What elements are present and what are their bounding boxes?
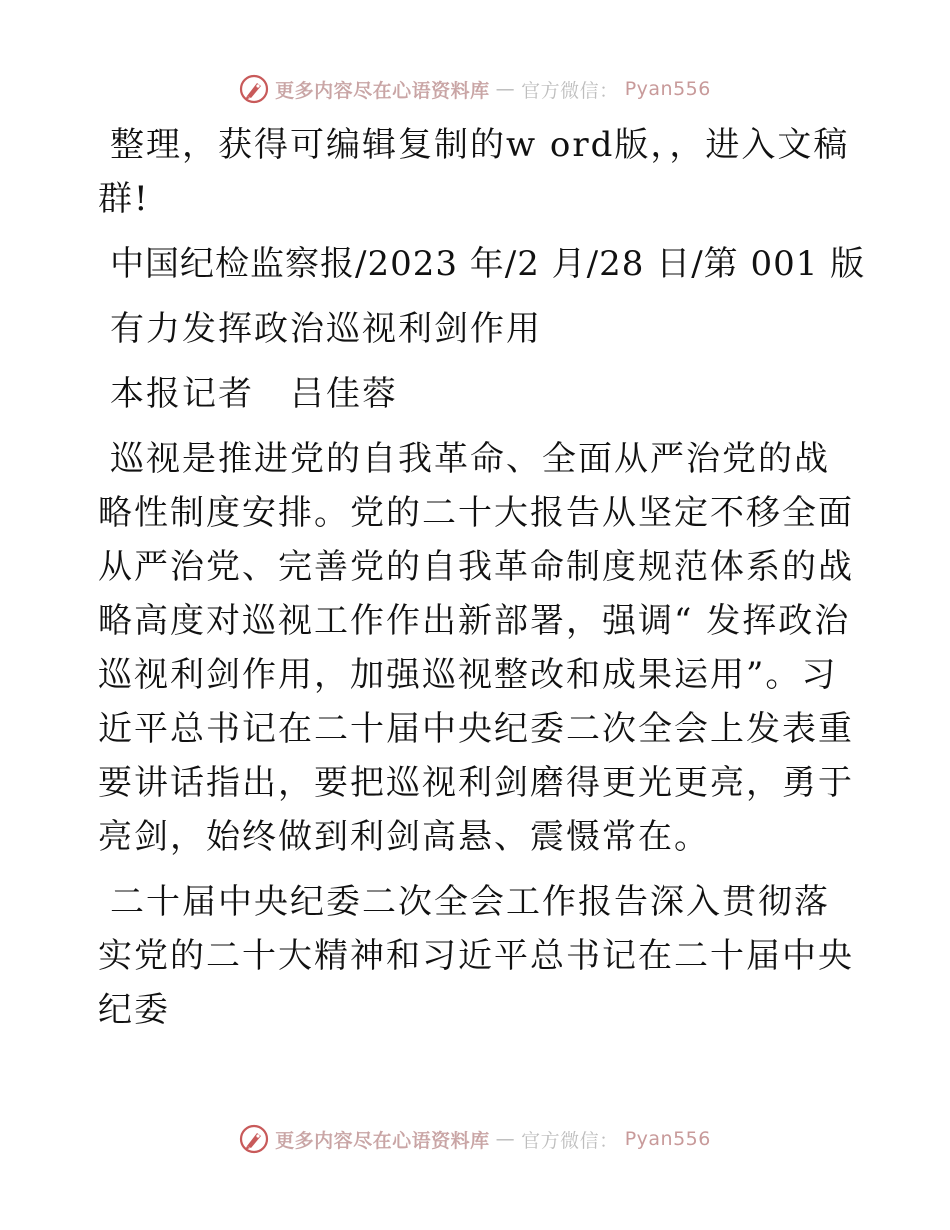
pen-nib-logo-icon <box>239 74 269 104</box>
body-paragraph: 二十届中央纪委二次全会工作报告深入贯彻落实党的二十大精神和习近平总书记在二十届中央纪委 <box>98 882 854 1030</box>
watermark-wechat-label: 官方微信： <box>521 1129 619 1152</box>
body-paragraph: 巡视是推进党的自我革命、全面从严治党的战略性制度安排。党的二十大报告从坚定不移全面从严治党、完善党的自我革命制度规范体系的战略高度对巡视工作作出新部署，强调“ 发挥政治巡视利剑作用，加强巡视整改和成果运用”。习近平总书记在二十届中央纪委二次全会上发表重要讲话指出，要把巡视利剑磨得更光更亮，勇于亮剑，始终做到利剑高悬、震慑常在。 <box>98 439 854 857</box>
watermark-main-text: 更多内容尽在心语资料库 <box>275 79 490 102</box>
byline: 本报记者 吕佳蓉 <box>110 374 398 414</box>
pen-nib-logo-icon <box>239 1124 269 1154</box>
watermark-dash: — <box>495 1128 516 1150</box>
intro-paragraph: 整理，获得可编辑复制的w ord版，，进入文稿群! <box>98 125 850 219</box>
watermark-main-text: 更多内容尽在心语资料库 <box>275 1129 490 1152</box>
source-line: 中国纪检监察报/2023 年/2 月/28 日/第 001 版 <box>110 244 866 284</box>
watermark-wechat-id: Pyan556 <box>624 1128 711 1150</box>
watermark-wechat-id: Pyan556 <box>624 78 711 100</box>
article-body <box>98 118 866 1037</box>
watermark-wechat-label: 官方微信： <box>521 79 619 102</box>
header-watermark <box>0 74 950 104</box>
footer-watermark <box>0 1124 950 1154</box>
article-title: 有力发挥政治巡视利剑作用 <box>110 309 542 349</box>
watermark-dash: — <box>495 78 516 100</box>
